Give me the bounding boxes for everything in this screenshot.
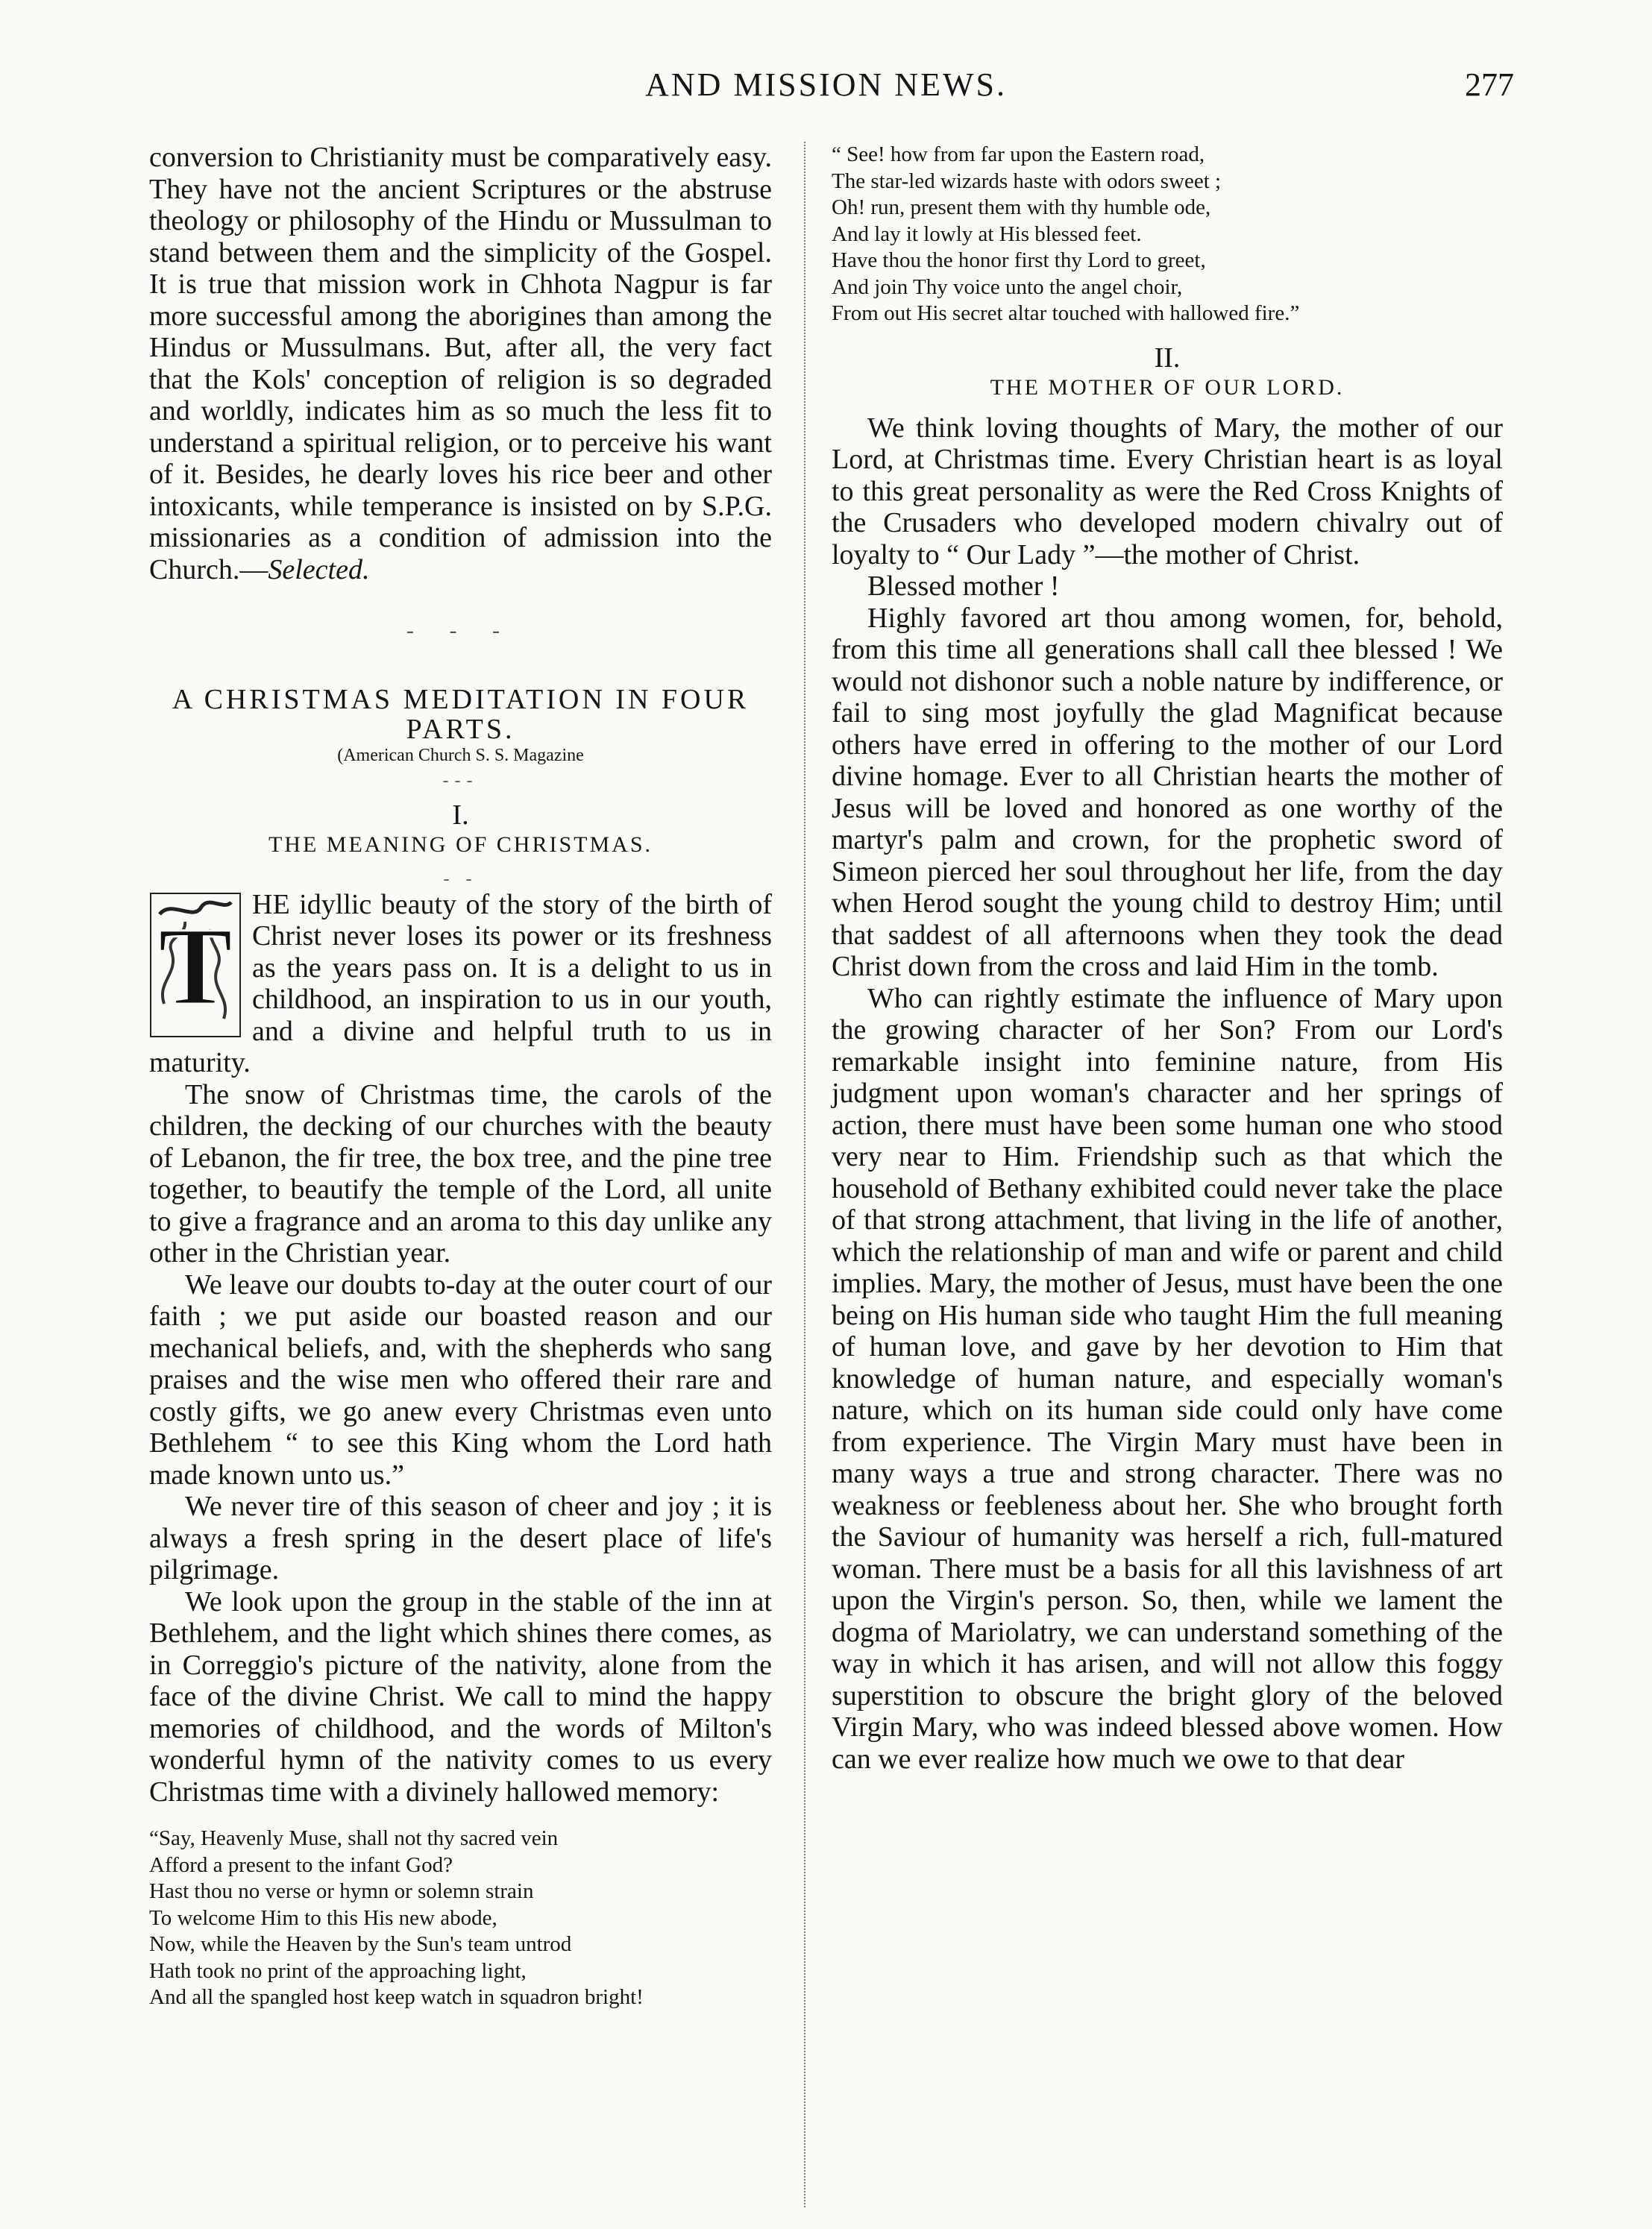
poem-line: And lay it lowly at His blessed feet. [832, 221, 1142, 246]
milton-hymn-stanza-2 [832, 142, 1503, 327]
poem-line: Oh! run, present them with thy humble ode, [832, 195, 1211, 219]
page-header [0, 66, 1652, 118]
poem-line: “ See! how from far upon the Eastern road, [832, 142, 1205, 166]
mini-separator: --- [442, 770, 479, 790]
intro-source: Selected. [268, 553, 370, 585]
dropcap-letter: T [157, 904, 233, 1028]
poem-line: Hast thou no verse or hymn or solemn strain [149, 1879, 534, 1903]
meaning-paragraph-1: HE idyllic beauty of the story of the birth of Christ never loses its power or its freshness as the years pass on. It is a delight to us in childhood, an inspiration to us in our youth, and a divine and helpful truth to us in maturity. [149, 888, 772, 1078]
poem-line: From out His secret altar touched with hallowed fire.” [832, 301, 1300, 325]
part-one-title: THE MEANING OF CHRISTMAS. [268, 831, 653, 857]
running-title: AND MISSION NEWS. [645, 66, 1007, 103]
poem-line: Hath took no print of the approaching light, [149, 1958, 527, 1983]
poem-line: “Say, Heavenly Muse, shall not thy sacred vein [149, 1826, 559, 1850]
part-two-title: THE MOTHER OF OUR LORD. [990, 374, 1345, 400]
meaning-paragraph-2: The snow of Christmas time, the carols of the children, the decking of our churches with the beauty of Lebanon, the fir tree, the box tree, and the pine tree together, to beautify the temple of the Lord, all unite to give a fragrance and an aroma to this day unlike any other in the Christian year. [149, 1078, 772, 1268]
poem-line: Have thou the honor first thy Lord to greet, [832, 248, 1206, 272]
column-divider [804, 142, 805, 2207]
meaning-paragraph-4: We never tire of this season of cheer and joy ; it is always a fresh spring in the desert place of life's pilgrimage. [149, 1491, 772, 1585]
article-source: (American Church S. S. Magazine [337, 745, 584, 765]
meaning-paragraph-3: We leave our doubts to-day at the outer court of our faith ; we put aside our boasted reason and our mechanical beliefs, and, with the shepherds who sang praises and the wise men who offered their rare and costly gifts, we go anew every Christmas even unto Bethlehem “ to see this King whom the Lord hath made known unto us.” [149, 1268, 772, 1491]
poem-line: And all the spangled host keep watch in squadron bright! [149, 1985, 644, 2009]
mother-paragraph-3: Highly favored art thou among women, for, behold, from this time all generations shall call thee blessed ! We would not dishonor such a noble nature by indifference, or fail to sing most joyfully the glad Magnificat because others have erred in offering to the mother of our Lord divine homage. Ever to all Christian hearts the mother of Jesus will be loved and honored as one worthy of the martyr's palm and crown, for the prophetic sword of Simeon pierced her soul throughout her life, from the day when Herod sought the young child to destroy Him; until that saddest of all afternoons when they took the dead Christ down from the cross and laid Him in the tomb. [832, 602, 1503, 982]
poem-line: The star-led wizards haste with odors sweet ; [832, 169, 1222, 193]
right-column [832, 142, 1503, 1775]
mother-paragraph-4: Who can rightly estimate the influence of Mary upon the growing character of her Son? From our Lord's remarkable insight into feminine nature, from His judgment upon woman's character and her springs of action, there must have been some human one who stood very near to Him. Friendship such as that which the household of Bethany exhibited could never take the place of that strong attachment, that living in the life of another, which the relationship of man and wife or parent and child implies. Mary, the mother of Jesus, must have been the one being on His human side who taught Him the full meaning of human love, and gave by her devotion to Him that knowledge of human nature, and especially woman's nature, which on its human side could only have come from experience. The Virgin Mary must have been in many ways a true and strong character. There was no weakness or feebleness about her. She who brought forth the Saviour of humanity was herself a rich, full-matured woman. There must be a basis for all this lavishness of art upon the Virgin's person. So, then, while we lament the dogma of Mariolatry, we can understand something of the way in which it has arisen, and will not allow this foggy superstition to obscure the bright glory of the beloved Virgin Mary, who was indeed blessed above women. How can we ever realize how much we owe to that dear [832, 982, 1503, 1775]
poem-line: Afford a present to the infant God? [149, 1852, 453, 1877]
decorative-dropcap [149, 892, 242, 1038]
poem-line: And join Thy voice unto the angel choir, [832, 274, 1183, 299]
intro-paragraph: conversion to Christianity must be comparatively easy. They have not the ancient Scriptures or the abstruse theology or philosophy of the Hindu or Mussulman to stand between them and the simplicity of the Gospel. It is true that mission work in Chhota Nagpur is far more successful among the aborigines than among the Hindus or Mussulmans. But, after all, the very fact that the Kols' conception of religion is so degraded and worldly, indicates him as so much the less fit to understand a spiritual religion, or to perceive his want of it. Besides, he dearly loves his rice beer and other intoxicants, while temperance is insisted on by S.P.G. missionaries as a condition of admission into the Church.—Selected. [149, 142, 772, 585]
milton-hymn-stanza-1 [149, 1826, 772, 2011]
mother-paragraph-2: Blessed mother ! [867, 570, 1060, 602]
mother-paragraph-1: We think loving thoughts of Mary, the mother of our Lord, at Christmas time. Every Christian heart is as loyal to this great personality as were the Red Cross Knights of the Crusaders who developed modern chivalry out of loyalty to “ Our Lady ”—the mother of Christ. [832, 412, 1503, 570]
part-one-number: I. [452, 799, 469, 831]
meaning-paragraph-5: We look upon the group in the stable of the inn at Bethlehem, and the light which shines there comes, as in Correggio's picture of the nativity, alone from the face of the divine Christ. We call to mind the happy memories of childhood, and the words of Milton's wonderful hymn of the nativity comes to us every Christmas time with a divinely hallowed memory: [149, 1585, 772, 1808]
left-column [149, 142, 772, 2011]
poem-line: Now, while the Heaven by the Sun's team untrod [149, 1932, 572, 1956]
section-separator: - - - [406, 618, 515, 643]
poem-line: To welcome Him to this His new abode, [149, 1905, 497, 1930]
part-one-dash: - - [443, 869, 478, 889]
part-two-number: II. [1154, 342, 1181, 374]
article-title: A CHRISTMAS MEDITATION IN FOUR PARTS. [172, 683, 750, 745]
page-number: 277 [1465, 66, 1514, 103]
